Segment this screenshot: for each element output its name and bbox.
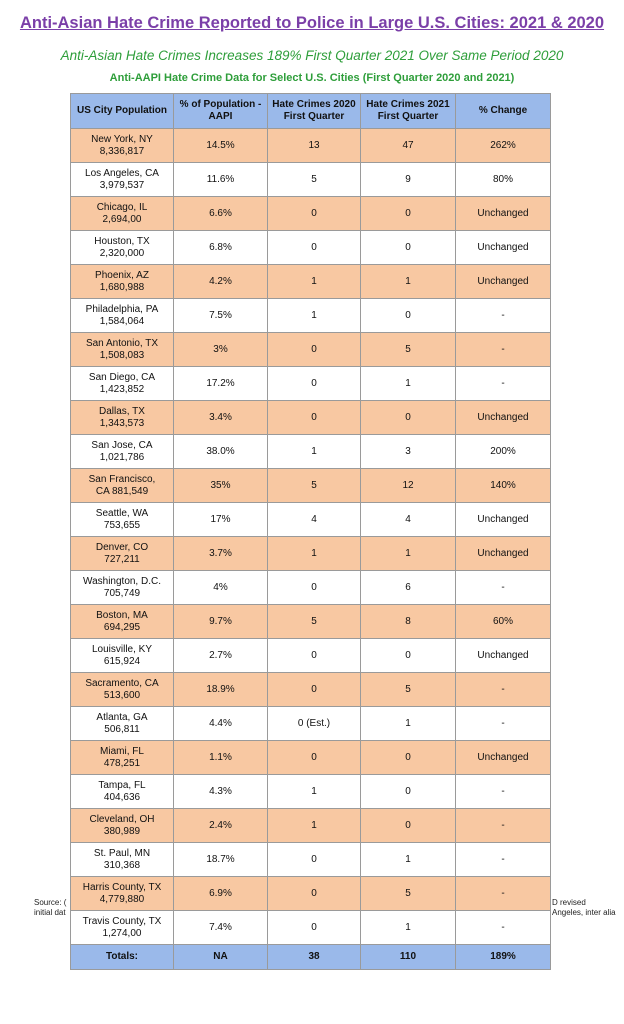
city-population: 4,779,880 bbox=[99, 893, 145, 905]
percent-change-cell: 140% bbox=[456, 469, 551, 503]
hate-crimes-2021-cell: 0 bbox=[361, 741, 456, 775]
city-population: CA 881,549 bbox=[95, 485, 149, 497]
aapi-percent-cell: 17.2% bbox=[174, 367, 268, 401]
hate-crimes-2020-cell: 0 bbox=[268, 401, 361, 435]
table-row bbox=[71, 911, 551, 945]
city-name: Washington, D.C. bbox=[83, 575, 161, 587]
city-name: Boston, MA bbox=[96, 609, 148, 621]
percent-change-cell: 262% bbox=[456, 129, 551, 163]
hate-crimes-2021-cell: 0 bbox=[361, 231, 456, 265]
hate-crimes-2020-cell: 0 bbox=[268, 639, 361, 673]
source-note-right bbox=[552, 898, 616, 918]
table-row bbox=[71, 197, 551, 231]
city-cell bbox=[71, 197, 174, 231]
city-name: Travis County, TX bbox=[82, 915, 162, 927]
header-aapi-percent: % of Population - AAPI bbox=[174, 94, 268, 129]
hate-crimes-2021-cell: 4 bbox=[361, 503, 456, 537]
aapi-percent-cell: 7.5% bbox=[174, 299, 268, 333]
table-row bbox=[71, 299, 551, 333]
city-name: Seattle, WA bbox=[95, 507, 149, 519]
city-population: 3,979,537 bbox=[99, 179, 145, 191]
page-subtitle: Anti-Asian Hate Crimes Increases 189% First Quarter 2021 Over Same Period 2020 bbox=[60, 48, 564, 63]
city-population: 1,021,786 bbox=[99, 451, 145, 463]
aapi-percent-cell: 1.1% bbox=[174, 741, 268, 775]
aapi-percent-cell: 11.6% bbox=[174, 163, 268, 197]
header-city-population: US City Population bbox=[71, 94, 174, 129]
page-title: Anti-Asian Hate Crime Reported to Police in Large U.S. Cities: 2021 & 2020 bbox=[19, 14, 605, 32]
city-cell bbox=[71, 911, 174, 945]
table-caption: Anti-AAPI Hate Crime Data for Select U.S. Cities (First Quarter 2020 and 2021) bbox=[109, 72, 515, 84]
hate-crimes-2021-cell: 1 bbox=[361, 911, 456, 945]
city-cell bbox=[71, 163, 174, 197]
percent-change-cell: - bbox=[456, 775, 551, 809]
aapi-percent-cell: 18.9% bbox=[174, 673, 268, 707]
table-row bbox=[71, 401, 551, 435]
hate-crimes-2020-cell: 5 bbox=[268, 163, 361, 197]
percent-change-cell: - bbox=[456, 367, 551, 401]
source-note-line: Source: ( bbox=[34, 898, 67, 907]
table-body bbox=[71, 129, 551, 970]
hate-crimes-2020-cell: 5 bbox=[268, 605, 361, 639]
hate-crimes-2020-cell: 0 bbox=[268, 741, 361, 775]
hate-crimes-2020-cell: 1 bbox=[268, 435, 361, 469]
percent-change-cell: 200% bbox=[456, 435, 551, 469]
hate-crimes-2020-cell: 0 (Est.) bbox=[268, 707, 361, 741]
aapi-percent-cell: 2.7% bbox=[174, 639, 268, 673]
hate-crimes-2020-cell: 0 bbox=[268, 197, 361, 231]
hate-crimes-2021-cell: 0 bbox=[361, 809, 456, 843]
table-row bbox=[71, 843, 551, 877]
hate-crimes-2020-cell: 0 bbox=[268, 333, 361, 367]
city-name: Phoenix, AZ bbox=[95, 269, 149, 281]
aapi-percent-cell: 9.7% bbox=[174, 605, 268, 639]
table-row bbox=[71, 129, 551, 163]
aapi-percent-cell: 2.4% bbox=[174, 809, 268, 843]
aapi-percent-cell: 3.7% bbox=[174, 537, 268, 571]
percent-change-cell: - bbox=[456, 809, 551, 843]
table-row bbox=[71, 163, 551, 197]
percent-change-cell: Unchanged bbox=[456, 503, 551, 537]
hate-crimes-2021-cell: 6 bbox=[361, 571, 456, 605]
hate-crimes-2020-cell: 5 bbox=[268, 469, 361, 503]
hate-crimes-2020-cell: 1 bbox=[268, 537, 361, 571]
hate-crimes-2021-cell: 5 bbox=[361, 333, 456, 367]
aapi-percent-cell: 4% bbox=[174, 571, 268, 605]
table-row bbox=[71, 469, 551, 503]
city-cell bbox=[71, 707, 174, 741]
city-cell bbox=[71, 809, 174, 843]
hate-crimes-2021-cell: 9 bbox=[361, 163, 456, 197]
hate-crimes-2020-cell: 1 bbox=[268, 299, 361, 333]
percent-change-cell: - bbox=[456, 911, 551, 945]
hate-crimes-2020-cell: 4 bbox=[268, 503, 361, 537]
percent-change-cell: Unchanged bbox=[456, 401, 551, 435]
city-cell bbox=[71, 639, 174, 673]
percent-change-cell: - bbox=[456, 333, 551, 367]
table-row bbox=[71, 639, 551, 673]
aapi-percent-cell: 4.3% bbox=[174, 775, 268, 809]
city-name: Philadelphia, PA bbox=[85, 303, 159, 315]
aapi-percent-cell: 35% bbox=[174, 469, 268, 503]
totals-label-cell: Totals: bbox=[71, 945, 174, 970]
percent-change-cell: - bbox=[456, 877, 551, 911]
hate-crimes-2021-cell: 5 bbox=[361, 673, 456, 707]
city-cell bbox=[71, 571, 174, 605]
hate-crimes-2021-cell: 5 bbox=[361, 877, 456, 911]
hate-crimes-2021-cell: 0 bbox=[361, 401, 456, 435]
totals-aapi-cell: NA bbox=[174, 945, 268, 970]
city-name: New York, NY bbox=[91, 133, 153, 145]
city-cell bbox=[71, 265, 174, 299]
percent-change-cell: - bbox=[456, 673, 551, 707]
table-row bbox=[71, 775, 551, 809]
table-row bbox=[71, 571, 551, 605]
source-note-line: Angeles, inter alia bbox=[552, 908, 616, 917]
city-cell bbox=[71, 435, 174, 469]
source-note-left bbox=[34, 898, 66, 918]
aapi-percent-cell: 38.0% bbox=[174, 435, 268, 469]
header-hate-crimes-2020: Hate Crimes 2020 First Quarter bbox=[268, 94, 361, 129]
hate-crimes-2020-cell: 0 bbox=[268, 571, 361, 605]
hate-crimes-2021-cell: 1 bbox=[361, 707, 456, 741]
aapi-percent-cell: 6.8% bbox=[174, 231, 268, 265]
city-name: San Francisco, bbox=[88, 473, 156, 485]
hate-crimes-2020-cell: 0 bbox=[268, 673, 361, 707]
totals-change-cell: 189% bbox=[456, 945, 551, 970]
city-cell bbox=[71, 877, 174, 911]
percent-change-cell: 60% bbox=[456, 605, 551, 639]
hate-crimes-2021-cell: 8 bbox=[361, 605, 456, 639]
city-name: Dallas, TX bbox=[99, 405, 145, 417]
aapi-percent-cell: 7.4% bbox=[174, 911, 268, 945]
city-cell bbox=[71, 299, 174, 333]
hate-crimes-2021-cell: 12 bbox=[361, 469, 456, 503]
aapi-percent-cell: 3% bbox=[174, 333, 268, 367]
city-name: Houston, TX bbox=[94, 235, 150, 247]
table-row bbox=[71, 809, 551, 843]
city-population: 404,636 bbox=[103, 791, 141, 803]
percent-change-cell: - bbox=[456, 299, 551, 333]
city-name: Chicago, IL bbox=[96, 201, 148, 213]
table-row bbox=[71, 605, 551, 639]
city-population: 380,989 bbox=[103, 825, 141, 837]
table-row bbox=[71, 265, 551, 299]
city-cell bbox=[71, 605, 174, 639]
table-row bbox=[71, 367, 551, 401]
table-row bbox=[71, 877, 551, 911]
percent-change-cell: - bbox=[456, 843, 551, 877]
city-name: Miami, FL bbox=[100, 745, 144, 757]
city-name: Los Angeles, CA bbox=[85, 167, 159, 179]
hate-crimes-2021-cell: 1 bbox=[361, 537, 456, 571]
city-population: 478,251 bbox=[103, 757, 141, 769]
percent-change-cell: Unchanged bbox=[456, 639, 551, 673]
aapi-percent-cell: 3.4% bbox=[174, 401, 268, 435]
percent-change-cell: Unchanged bbox=[456, 537, 551, 571]
city-population: 1,274,00 bbox=[102, 927, 142, 939]
city-population: 506,811 bbox=[104, 723, 140, 735]
city-cell bbox=[71, 333, 174, 367]
percent-change-cell: Unchanged bbox=[456, 197, 551, 231]
city-name: Cleveland, OH bbox=[89, 813, 155, 825]
city-population: 1,423,852 bbox=[99, 383, 145, 395]
percent-change-cell: Unchanged bbox=[456, 231, 551, 265]
table-row bbox=[71, 741, 551, 775]
city-name: San Diego, CA bbox=[88, 371, 156, 383]
percent-change-cell: - bbox=[456, 571, 551, 605]
hate-crimes-2020-cell: 1 bbox=[268, 775, 361, 809]
hate-crimes-2020-cell: 1 bbox=[268, 265, 361, 299]
aapi-percent-cell: 6.9% bbox=[174, 877, 268, 911]
hate-crimes-2020-cell: 1 bbox=[268, 809, 361, 843]
table-row bbox=[71, 231, 551, 265]
table-row bbox=[71, 707, 551, 741]
aapi-percent-cell: 17% bbox=[174, 503, 268, 537]
city-population: 2,320,000 bbox=[99, 247, 145, 259]
hate-crimes-2021-cell: 1 bbox=[361, 843, 456, 877]
hate-crime-table bbox=[70, 93, 551, 970]
city-name: Louisville, KY bbox=[91, 643, 153, 655]
table-row bbox=[71, 537, 551, 571]
aapi-percent-cell: 4.4% bbox=[174, 707, 268, 741]
percent-change-cell: 80% bbox=[456, 163, 551, 197]
percent-change-cell: Unchanged bbox=[456, 741, 551, 775]
city-population: 1,508,083 bbox=[99, 349, 145, 361]
table-row bbox=[71, 435, 551, 469]
hate-crimes-2021-cell: 3 bbox=[361, 435, 456, 469]
source-note-line: D revised bbox=[552, 898, 586, 907]
table-row bbox=[71, 673, 551, 707]
city-population: 2,694,00 bbox=[102, 213, 142, 225]
aapi-percent-cell: 4.2% bbox=[174, 265, 268, 299]
percent-change-cell: - bbox=[456, 707, 551, 741]
hate-crimes-2020-cell: 0 bbox=[268, 843, 361, 877]
city-cell bbox=[71, 673, 174, 707]
city-population: 694,295 bbox=[103, 621, 141, 633]
city-cell bbox=[71, 537, 174, 571]
totals-2021-cell: 110 bbox=[361, 945, 456, 970]
city-population: 1,584,064 bbox=[99, 315, 145, 327]
header-hate-crimes-2021: Hate Crimes 2021 First Quarter bbox=[361, 94, 456, 129]
hate-crimes-2020-cell: 0 bbox=[268, 877, 361, 911]
city-name: San Jose, CA bbox=[91, 439, 153, 451]
city-population: 705,749 bbox=[103, 587, 141, 599]
hate-crimes-2021-cell: 1 bbox=[361, 265, 456, 299]
city-cell bbox=[71, 741, 174, 775]
city-name: Denver, CO bbox=[95, 541, 149, 553]
city-cell bbox=[71, 367, 174, 401]
city-population: 753,655 bbox=[103, 519, 141, 531]
hate-crimes-2021-cell: 47 bbox=[361, 129, 456, 163]
city-name: Harris County, TX bbox=[82, 881, 162, 893]
totals-2020-cell: 38 bbox=[268, 945, 361, 970]
table-row bbox=[71, 333, 551, 367]
city-name: San Antonio, TX bbox=[85, 337, 159, 349]
aapi-percent-cell: 18.7% bbox=[174, 843, 268, 877]
city-population: 1,680,988 bbox=[99, 281, 145, 293]
city-name: St. Paul, MN bbox=[93, 847, 151, 859]
table-row bbox=[71, 503, 551, 537]
hate-crimes-2020-cell: 13 bbox=[268, 129, 361, 163]
totals-row bbox=[71, 945, 551, 970]
hate-crimes-2021-cell: 0 bbox=[361, 775, 456, 809]
city-cell bbox=[71, 843, 174, 877]
city-name: Tampa, FL bbox=[98, 779, 146, 791]
city-population: 615,924 bbox=[103, 655, 141, 667]
hate-crimes-2020-cell: 0 bbox=[268, 231, 361, 265]
city-cell bbox=[71, 503, 174, 537]
city-population: 8,336,817 bbox=[99, 145, 145, 157]
city-population: 310,368 bbox=[103, 859, 141, 871]
city-population: 513,600 bbox=[103, 689, 141, 701]
city-cell bbox=[71, 129, 174, 163]
city-cell bbox=[71, 775, 174, 809]
hate-crimes-2021-cell: 1 bbox=[361, 367, 456, 401]
table-header-row bbox=[71, 94, 551, 129]
city-name: Atlanta, GA bbox=[96, 711, 148, 723]
city-name: Sacramento, CA bbox=[85, 677, 159, 689]
hate-crimes-2021-cell: 0 bbox=[361, 197, 456, 231]
city-cell bbox=[71, 401, 174, 435]
hate-crimes-2021-cell: 0 bbox=[361, 639, 456, 673]
aapi-percent-cell: 14.5% bbox=[174, 129, 268, 163]
city-population: 727,211 bbox=[104, 553, 140, 565]
percent-change-cell: Unchanged bbox=[456, 265, 551, 299]
aapi-percent-cell: 6.6% bbox=[174, 197, 268, 231]
city-population: 1,343,573 bbox=[99, 417, 145, 429]
city-cell bbox=[71, 469, 174, 503]
hate-crimes-2021-cell: 0 bbox=[361, 299, 456, 333]
city-cell bbox=[71, 231, 174, 265]
header-percent-change: % Change bbox=[456, 94, 551, 129]
hate-crimes-2020-cell: 0 bbox=[268, 911, 361, 945]
source-note-line: initial dat bbox=[34, 908, 66, 917]
hate-crimes-2020-cell: 0 bbox=[268, 367, 361, 401]
